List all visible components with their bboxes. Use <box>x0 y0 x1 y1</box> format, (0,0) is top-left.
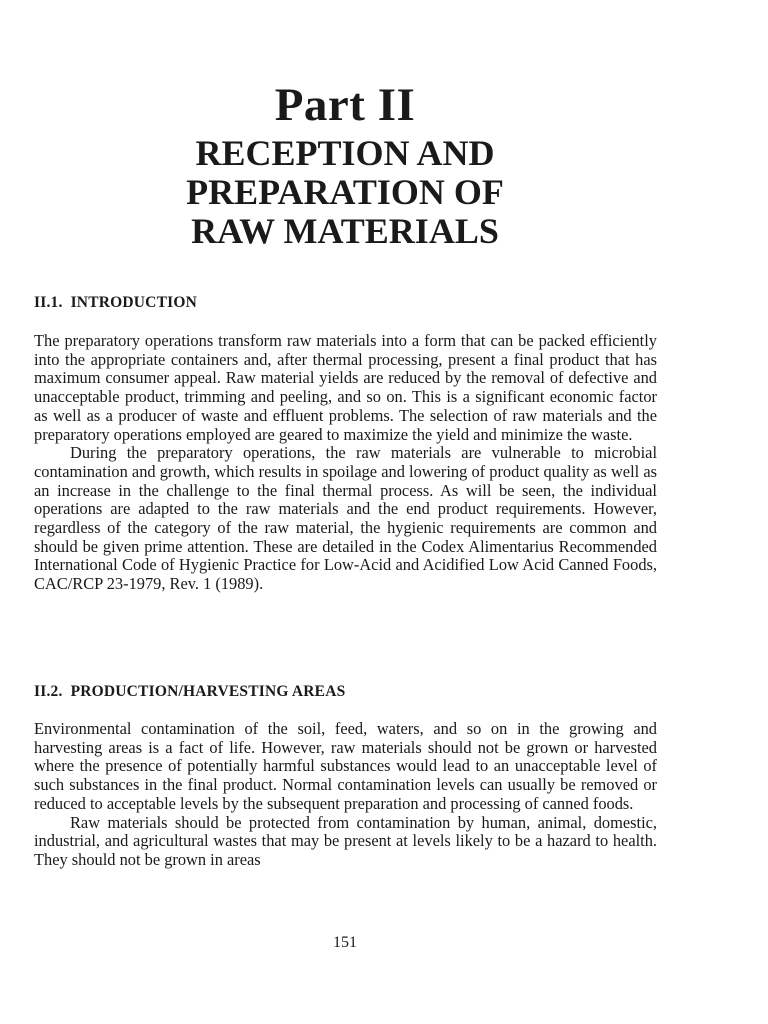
chapter-title-line: PREPARATION OF <box>186 172 504 212</box>
section-title: INTRODUCTION <box>70 294 197 311</box>
paragraph: During the preparatory operations, the raw materials are vulnerable to microbial contamination and growth, which results in spoilage and lowering of product quality as well as an increase in the challenge to the final thermal process. As will be seen, the individual operations are adapted to the raw materials and the end product requirements. However, regardless of the category of the raw material, the hygienic requirements are common and should be given prime attention. These are detailed in the Codex Alimentarius Recommended International Code of Hygienic Practice for Low-Acid and Acidified Low Acid Canned Foods, CAC/RCP 23-1979, Rev. 1 (1989). <box>34 443 657 594</box>
paragraph: Raw materials should be protected from contamination by human, animal, domestic, industrial, and agricultural wastes that may be present at levels likely to be a hazard to health. They should not be grown in areas <box>34 812 657 869</box>
chapter-title <box>0 134 690 251</box>
section-number: II.1. <box>34 294 63 311</box>
paragraph: The preparatory operations transform raw materials into a form that can be packed efficiently into the appropriate containers and, after thermal processing, present a final product that has maximum consumer appeal. Raw material yields are reduced by the removal of defective and unacceptable product, trimming and peeling, and so on. This is a significant economic factor as well as a producer of waste and effluent problems. The selection of raw materials and the preparatory operations employed are geared to maximize the yield and minimize the waste. <box>34 331 657 444</box>
chapter-title-line: RAW MATERIALS <box>191 211 499 251</box>
section-title: PRODUCTION/HARVESTING AREAS <box>70 683 346 700</box>
production-areas-body <box>34 720 657 870</box>
page-number: 151 <box>333 934 357 951</box>
part-title: Part II <box>274 79 416 131</box>
section-heading-introduction <box>34 294 197 312</box>
introduction-body <box>34 332 657 594</box>
chapter-title-line: RECEPTION AND <box>195 133 495 173</box>
section-number: II.2. <box>34 683 63 700</box>
section-heading-production-harvesting-areas <box>34 683 345 701</box>
paragraph: Environmental contamination of the soil, feed, waters, and so on in the growing and harvesting areas is a fact of life. However, raw materials should not be grown or harvested where the presence of potentially harmful substances would lead to an unacceptable level of such substances in the final product. Normal contamination levels can usually be removed or reduced to acceptable levels by the subsequent preparation and processing of canned foods. <box>34 719 657 813</box>
